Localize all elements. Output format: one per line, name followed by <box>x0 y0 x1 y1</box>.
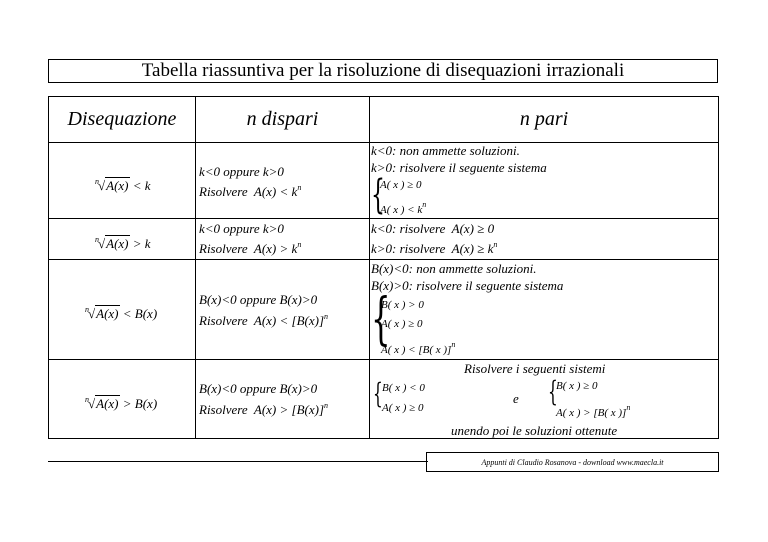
summary-table <box>48 96 719 439</box>
even-line2-row2: k>0: risolvere $A(x) \ge k^n$ <box>371 240 498 256</box>
system-line: A( x ) ≥ 0 <box>381 318 423 330</box>
header-n-pari: n pari <box>519 108 569 130</box>
inequality-row3: $^n$√A(x) < B(x) <box>85 305 158 321</box>
even-line2-row1: k>0: risolvere il seguente sistema <box>371 160 547 175</box>
inequality-row4: $^n$√A(x) > B(x) <box>85 395 158 411</box>
even-line2-row3: B(x)>0: risolvere il seguente sistema <box>371 278 564 293</box>
inequality-row2: $^n$√A(x) > k <box>95 235 151 251</box>
column-divider <box>369 97 370 438</box>
even-footer-row4: unendo poi le soluzioni ottenute <box>451 423 618 438</box>
system-line: A( x ) < [B( x )]$^n$ <box>381 340 456 356</box>
system-brace: { <box>548 375 558 408</box>
system-brace: { <box>373 377 383 410</box>
odd-condition-row4: B(x)<0 oppure B(x)>0 <box>199 381 318 396</box>
odd-condition-row3: B(x)<0 oppure B(x)>0 <box>199 292 318 307</box>
odd-solution-row4: Risolvere $A(x) > [B(x)]^n$ <box>199 401 329 417</box>
system-brace: { <box>371 287 391 352</box>
even-line1-row1: k<0: non ammette soluzioni. <box>371 143 520 158</box>
conjunction: e <box>513 391 519 406</box>
system-line: A( x ) < $k^n$ <box>380 200 427 216</box>
system-line: A( x ) > [B( x )]$^n$ <box>556 403 631 419</box>
even-line1-row3: B(x)<0: non ammette soluzioni. <box>371 261 537 276</box>
row-divider <box>49 218 718 219</box>
footer-credit: Appunti di Claudio Rosanova - download www.maecla.it <box>426 452 719 472</box>
footer-rule <box>48 461 428 462</box>
even-line1-row2: k<0: risolvere A(x) ≥ 0 <box>371 221 495 236</box>
inequality-row1: $^n$√A(x) < k <box>95 177 151 193</box>
header-n-dispari: n dispari <box>246 108 319 130</box>
system-brace: { <box>371 172 385 218</box>
even-heading-row4: Risolvere i seguenti sistemi <box>464 361 606 376</box>
system-line: A( x ) ≥ 0 <box>380 179 422 191</box>
column-divider <box>195 97 196 438</box>
system-line: B( x ) > 0 <box>381 299 424 311</box>
odd-condition-row1: k<0 oppure k>0 <box>199 164 284 179</box>
odd-solution-row3: Risolvere $A(x) < [B(x)]^n$ <box>199 312 329 328</box>
odd-condition-row2: k<0 oppure k>0 <box>199 221 284 236</box>
row-divider <box>49 259 718 260</box>
system-line: B( x ) < 0 <box>382 382 425 394</box>
row-divider <box>49 359 718 360</box>
system-line: A( x ) ≥ 0 <box>382 402 424 414</box>
odd-solution-row1: Risolvere $A(x) < k^n$ <box>199 183 302 199</box>
system-line: B( x ) ≥ 0 <box>556 380 598 392</box>
odd-solution-row2: Risolvere $A(x) > k^n$ <box>199 240 302 256</box>
header-disequazione: Disequazione <box>67 108 177 130</box>
page-title: Tabella riassuntiva per la risoluzione di disequazioni irrazionali <box>48 59 718 83</box>
